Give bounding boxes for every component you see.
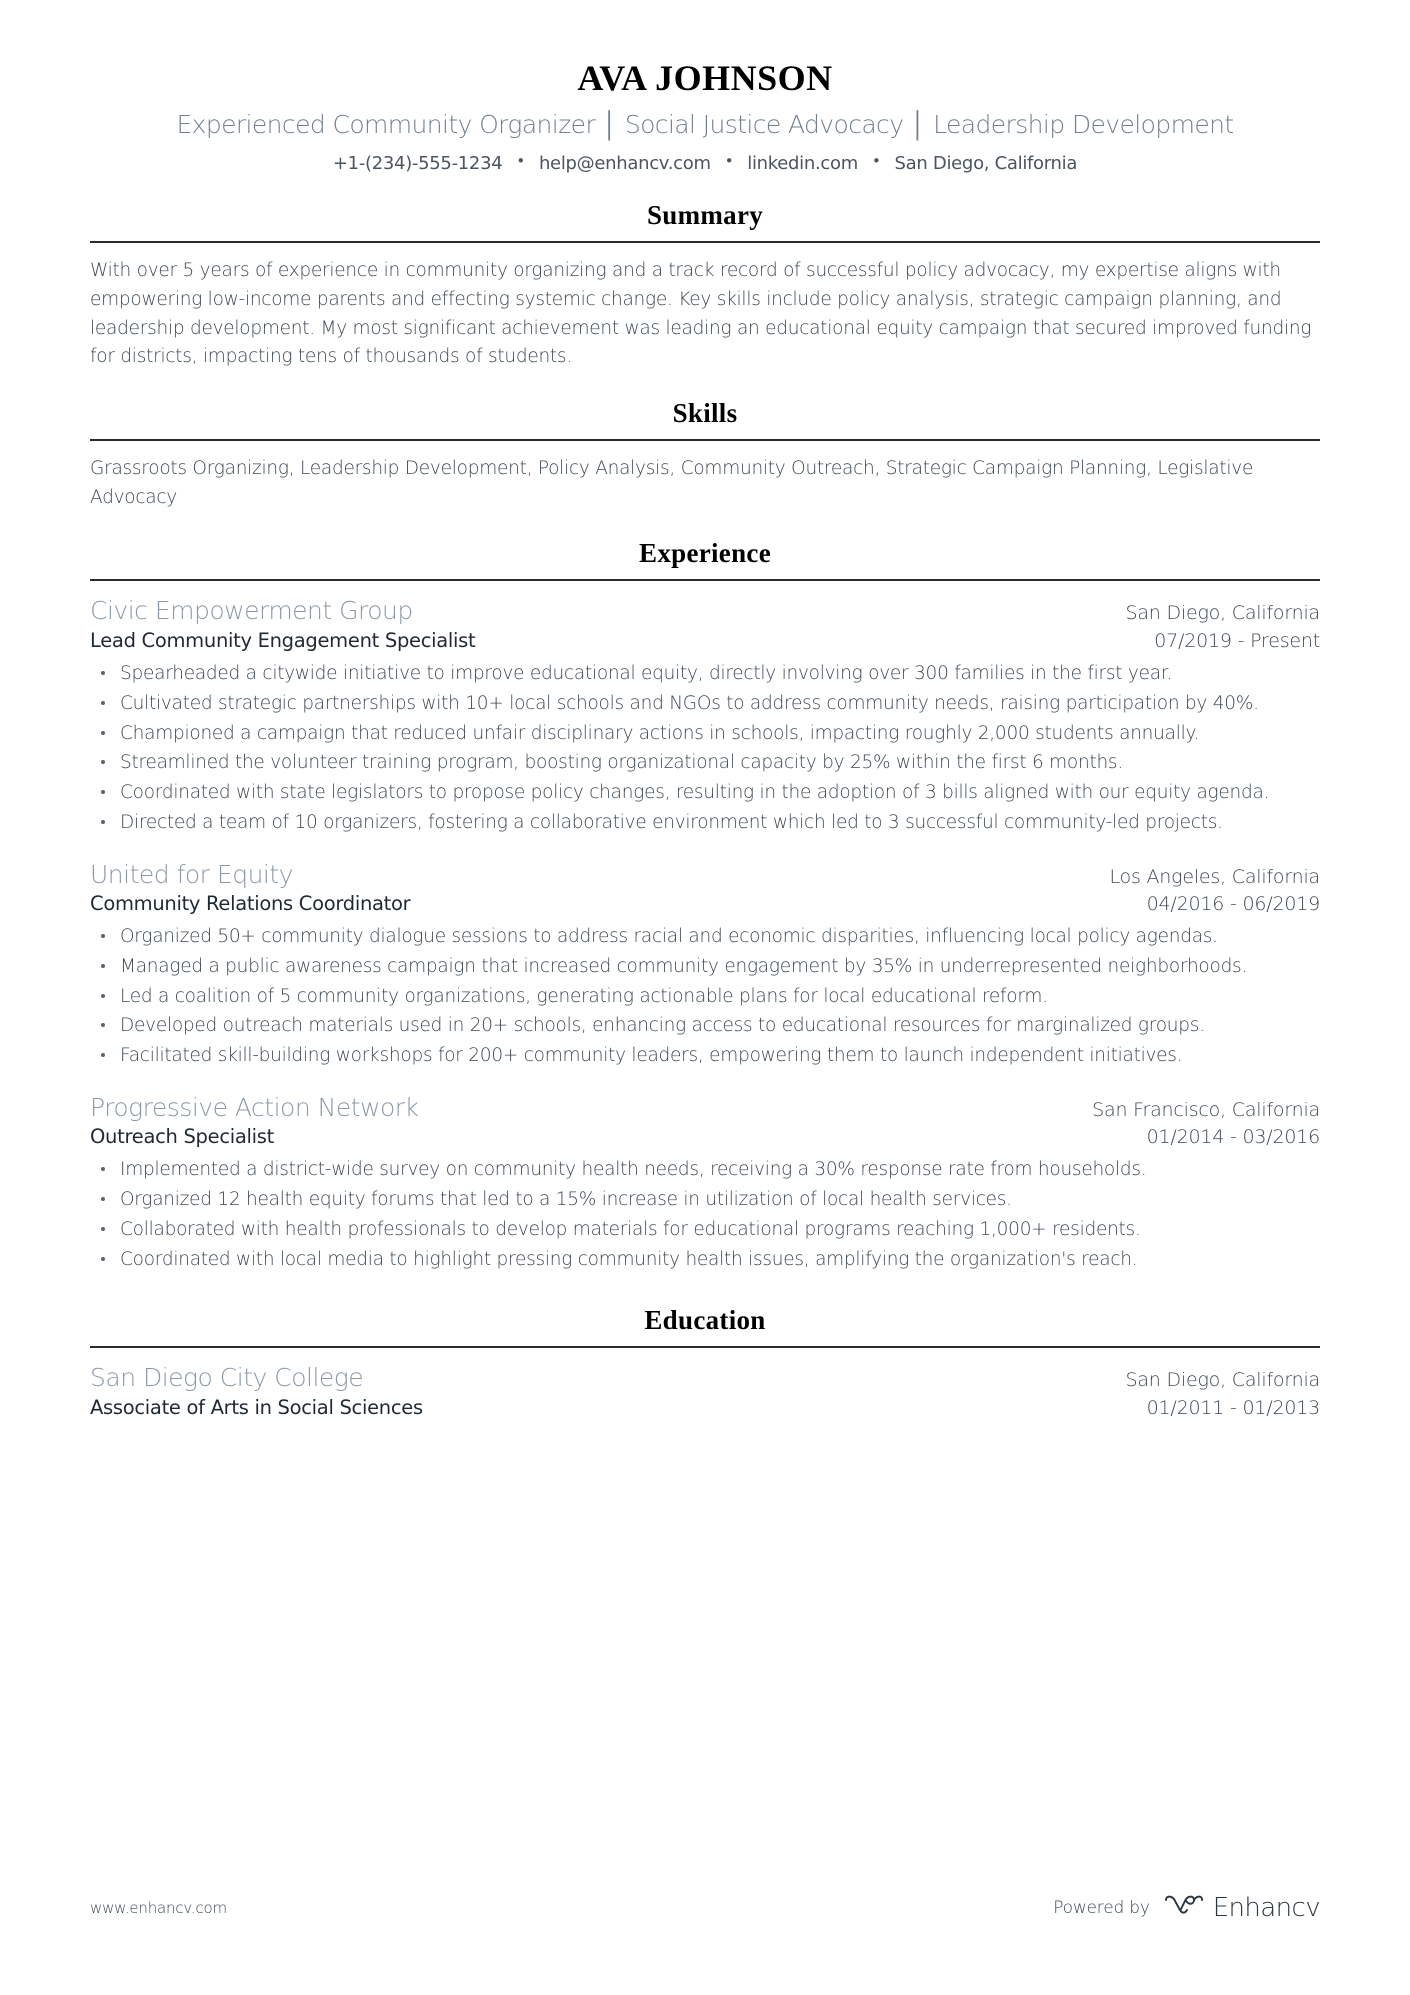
bullet-separator-icon: • bbox=[724, 152, 734, 171]
achievement-list bbox=[90, 1156, 1320, 1273]
contact-phone: +1-(234)-555-1234 bbox=[332, 153, 503, 175]
employer-location: San Diego, California bbox=[1125, 602, 1320, 625]
degree-dates: 01/2011 - 01/2013 bbox=[1146, 1396, 1320, 1419]
contact-line bbox=[90, 153, 1320, 174]
enhancv-brand-name: Enhancv bbox=[1212, 1893, 1320, 1923]
employer-location: Los Angeles, California bbox=[1109, 865, 1320, 888]
employer-name: Progressive Action Network bbox=[90, 1092, 419, 1122]
employer-name: United for Equity bbox=[90, 859, 293, 889]
section-experience bbox=[90, 538, 1320, 1273]
section-divider bbox=[90, 1346, 1320, 1348]
contact-location: San Diego, California bbox=[894, 153, 1078, 175]
list-item: Directed a team of 10 organizers, fostering a collaborative environment which led to 3 successful community-led projects. bbox=[90, 809, 1320, 837]
enhancv-logo-icon bbox=[1164, 1894, 1204, 1923]
section-title-experience: Experience bbox=[639, 538, 771, 569]
entry-subheader bbox=[90, 891, 1320, 916]
footer-branding bbox=[1053, 1893, 1320, 1923]
section-title-summary: Summary bbox=[646, 200, 764, 231]
list-item: Led a coalition of 5 community organizations, generating actionable plans for local educational reform. bbox=[90, 983, 1320, 1011]
candidate-name: AVA JOHNSON bbox=[577, 58, 833, 98]
school-location: San Diego, California bbox=[1125, 1369, 1320, 1392]
list-item: Developed outreach materials used in 20+ schools, enhancing access to educational resources for marginalized groups. bbox=[90, 1012, 1320, 1040]
section-divider bbox=[90, 579, 1320, 581]
entry-header bbox=[90, 595, 1320, 626]
job-dates: 01/2014 - 03/2016 bbox=[1146, 1126, 1320, 1149]
list-item: Championed a campaign that reduced unfair disciplinary actions in schools, impacting roughly 2,000 students annually. bbox=[90, 720, 1320, 748]
employer-location: San Francisco, California bbox=[1092, 1098, 1320, 1121]
job-title: Outreach Specialist bbox=[90, 1125, 274, 1149]
entry-subheader bbox=[90, 1124, 1320, 1149]
list-item: Cultivated strategic partnerships with 10+ local schools and NGOs to address community needs, raising participation by 40%. bbox=[90, 690, 1320, 718]
achievement-list bbox=[90, 660, 1320, 837]
list-item: Collaborated with health professionals to develop materials for educational programs reaching 1,000+ residents. bbox=[90, 1216, 1320, 1244]
job-dates: 07/2019 - Present bbox=[1154, 629, 1320, 652]
entry-header bbox=[90, 1362, 1320, 1393]
section-divider bbox=[90, 241, 1320, 243]
list-item: Coordinated with state legislators to propose policy changes, resulting in the adoption of 3 bills aligned with our equity agenda. bbox=[90, 779, 1320, 807]
powered-by-label: Powered by bbox=[1053, 1898, 1150, 1918]
job-dates: 04/2016 - 06/2019 bbox=[1146, 892, 1320, 915]
bullet-separator-icon: • bbox=[871, 152, 881, 171]
candidate-tagline: Experienced Community Organizer │ Social Justice Advocacy │ Leadership Development bbox=[176, 110, 1234, 140]
experience-entry bbox=[90, 859, 1320, 1070]
section-divider bbox=[90, 439, 1320, 441]
education-entry bbox=[90, 1362, 1320, 1420]
achievement-list bbox=[90, 923, 1320, 1070]
list-item: Implemented a district-wide survey on community health needs, receiving a 30% response rate from households. bbox=[90, 1156, 1320, 1184]
list-item: Spearheaded a citywide initiative to improve educational equity, directly involving over 300 families in the first year. bbox=[90, 660, 1320, 688]
list-item: Organized 12 health equity forums that led to a 15% increase in utilization of local health services. bbox=[90, 1186, 1320, 1214]
section-education bbox=[90, 1305, 1320, 1420]
degree-title: Associate of Arts in Social Sciences bbox=[90, 1395, 423, 1419]
job-title: Community Relations Coordinator bbox=[90, 891, 411, 915]
experience-entry bbox=[90, 595, 1320, 836]
entry-subheader bbox=[90, 628, 1320, 653]
contact-email[interactable]: help@enhancv.com bbox=[538, 153, 711, 175]
entry-header bbox=[90, 859, 1320, 890]
bullet-separator-icon: • bbox=[516, 152, 525, 171]
school-name: San Diego City College bbox=[90, 1363, 364, 1393]
list-item: Organized 50+ community dialogue sessions to address racial and economic disparities, influencing local policy agendas. bbox=[90, 923, 1320, 951]
job-title: Lead Community Engagement Specialist bbox=[90, 628, 476, 652]
footer-website-url[interactable]: www.enhancv.com bbox=[90, 1899, 227, 1917]
list-item: Managed a public awareness campaign that increased community engagement by 35% in underrepresented neighborhoods. bbox=[90, 953, 1320, 981]
enhancv-brand bbox=[1164, 1893, 1320, 1923]
experience-entry bbox=[90, 1092, 1320, 1274]
contact-website[interactable]: linkedin.com bbox=[747, 153, 858, 175]
section-title-skills: Skills bbox=[672, 398, 738, 429]
list-item: Coordinated with local media to highlight pressing community health issues, amplifying the organization's reach. bbox=[90, 1246, 1320, 1274]
page-footer bbox=[90, 1893, 1320, 1923]
list-item: Streamlined the volunteer training program, boosting organizational capacity by 25% within the first 6 months. bbox=[90, 749, 1320, 777]
skills-text: Grassroots Organizing, Leadership Development, Policy Analysis, Community Outreach, Strategic Campaign Planning, Legislative Advocacy bbox=[90, 458, 1254, 508]
section-skills bbox=[90, 398, 1320, 512]
resume-header bbox=[90, 0, 1320, 174]
section-title-education: Education bbox=[644, 1305, 766, 1336]
entry-header bbox=[90, 1092, 1320, 1123]
entry-subheader bbox=[90, 1395, 1320, 1420]
employer-name: Civic Empowerment Group bbox=[90, 596, 413, 626]
summary-text: With over 5 years of experience in community organizing and a track record of successful policy advocacy, my expertise aligns with empowering low-income parents and effecting systemic change. Key skills include policy analysis, strategic campaign planning, and leadership development. My most significant achievement was leading an educational equity campaign that secured improved funding for districts, impacting tens of thousands of students. bbox=[90, 260, 1312, 368]
section-summary bbox=[90, 200, 1320, 372]
list-item: Facilitated skill-building workshops for 200+ community leaders, empowering them to launch independent initiatives. bbox=[90, 1042, 1320, 1070]
